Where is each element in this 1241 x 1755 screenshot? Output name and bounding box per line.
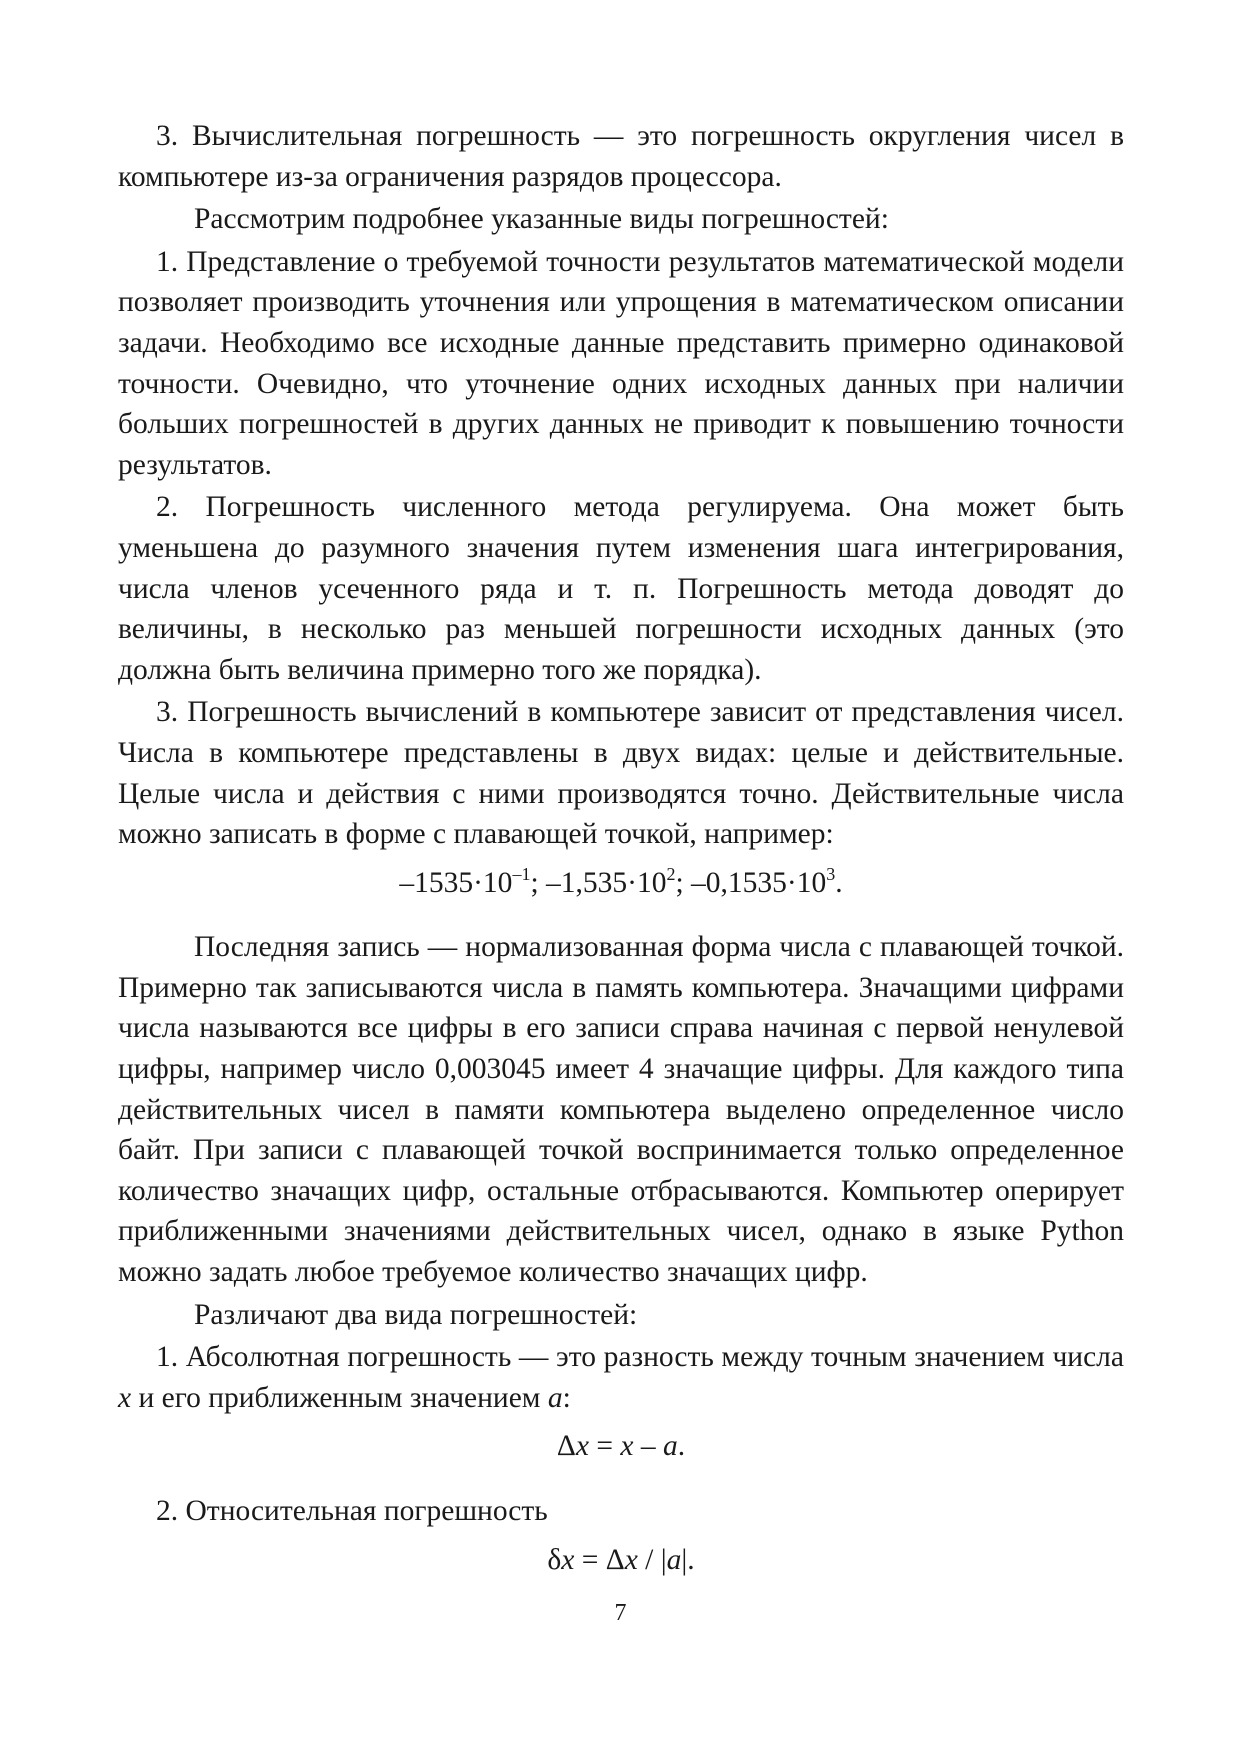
- paragraph-intro-types: Рассмотрим подробнее указанные виды погрешностей:: [194, 203, 889, 236]
- text-run: 1. Абсолютная погрешность — это разность между точным значением числа: [156, 1341, 1124, 1374]
- formula-part: .: [835, 866, 843, 899]
- paragraph-computation-error: 3. Погрешность вычислений в компьютере зависит от представления чисел. Числа в компьютере представлены в двух видах: целые и действительные. Целые числа и действия с ними производятся точно. Действительные числа можно записать в форме с плавающей точкой, например:: [118, 696, 1124, 851]
- formula-floating-point-examples: [118, 863, 1124, 904]
- formula-relative-error: [118, 1540, 1124, 1581]
- formula-part: δ: [547, 1543, 562, 1576]
- paragraph-normalized-form: Последняя запись — нормализованная форма числа с плавающей точкой. Примерно так записываются числа в память компьютера. Значащими цифрами числа называются все цифры в его записи справа начиная с первой ненулевой цифры, например число 0,003045 имеет 4 значащие цифры. Для каждого типа действительных чисел в памяти компьютера выделено определенное число байт. При записи с плавающей точкой воспринимается только определенное количество значащих цифр, остальные отбрасываются. Компьютер оперирует приближенными значениями действительных чисел, однако в языке Python можно задать любое требуемое количество значащих цифр.: [118, 931, 1124, 1289]
- paragraph-absolute-error: [118, 1337, 1124, 1418]
- paragraph-method-error: 2. Погрешность численного метода регулируема. Она может быть уменьшена до разумного значения путем изменения шага интегрирования, числа членов усеченного ряда и т. п. Погрешность метода доводят до величины, в несколько раз меньшей погрешности исходных данных (это должна быть величина примерно того же порядка).: [118, 491, 1124, 686]
- paragraph-two-types: Различают два вида погрешностей:: [194, 1298, 638, 1331]
- formula-part: –1535·10: [399, 866, 513, 899]
- formula-var: a: [666, 1543, 682, 1576]
- formula-part: =: [588, 1430, 621, 1463]
- formula-var: x: [561, 1543, 575, 1576]
- paragraph-computational-error: 3. Вычислительная погрешность — это погрешность округления чисел в компьютере из-за ограничения разрядов процессора.: [118, 120, 1124, 193]
- text-run: и его приближенным значением: [131, 1381, 548, 1414]
- formula-absolute-error: [118, 1426, 1124, 1467]
- formula-part: –: [633, 1430, 663, 1463]
- page-body: [118, 116, 1124, 1580]
- text-run: :: [562, 1381, 571, 1414]
- formula-part: Δ: [556, 1430, 576, 1463]
- variable-a: a: [547, 1381, 563, 1414]
- formula-var: x: [575, 1430, 589, 1463]
- formula-part: |.: [681, 1543, 695, 1576]
- paragraph-relative-error: 2. Относительная погрешность: [156, 1495, 548, 1527]
- formula-exponent: 2: [666, 863, 676, 884]
- formula-exponent: 3: [826, 863, 836, 884]
- formula-exponent: –1: [512, 863, 531, 884]
- formula-var: a: [662, 1430, 678, 1463]
- paragraph-model-accuracy: 1. Представление о требуемой точности результатов математической модели позволяет производить уточнения или упрощения в математическом описании задачи. Необходимо все исходные данные представить примерно одинаковой точности. Очевидно, что уточнение одних исходных данных при наличии больших погрешностей в других данных не приводит к повышению точности результатов.: [118, 245, 1124, 481]
- formula-var: x: [624, 1543, 638, 1576]
- formula-part: = Δ: [574, 1543, 625, 1576]
- formula-part: .: [677, 1430, 686, 1463]
- formula-part: / |: [637, 1543, 667, 1576]
- page-number: 7: [614, 1600, 627, 1626]
- formula-part: ; –0,1535·10: [675, 866, 827, 899]
- formula-var: x: [620, 1430, 634, 1463]
- variable-x: x: [118, 1381, 132, 1414]
- formula-part: ; –1,535·10: [530, 866, 667, 899]
